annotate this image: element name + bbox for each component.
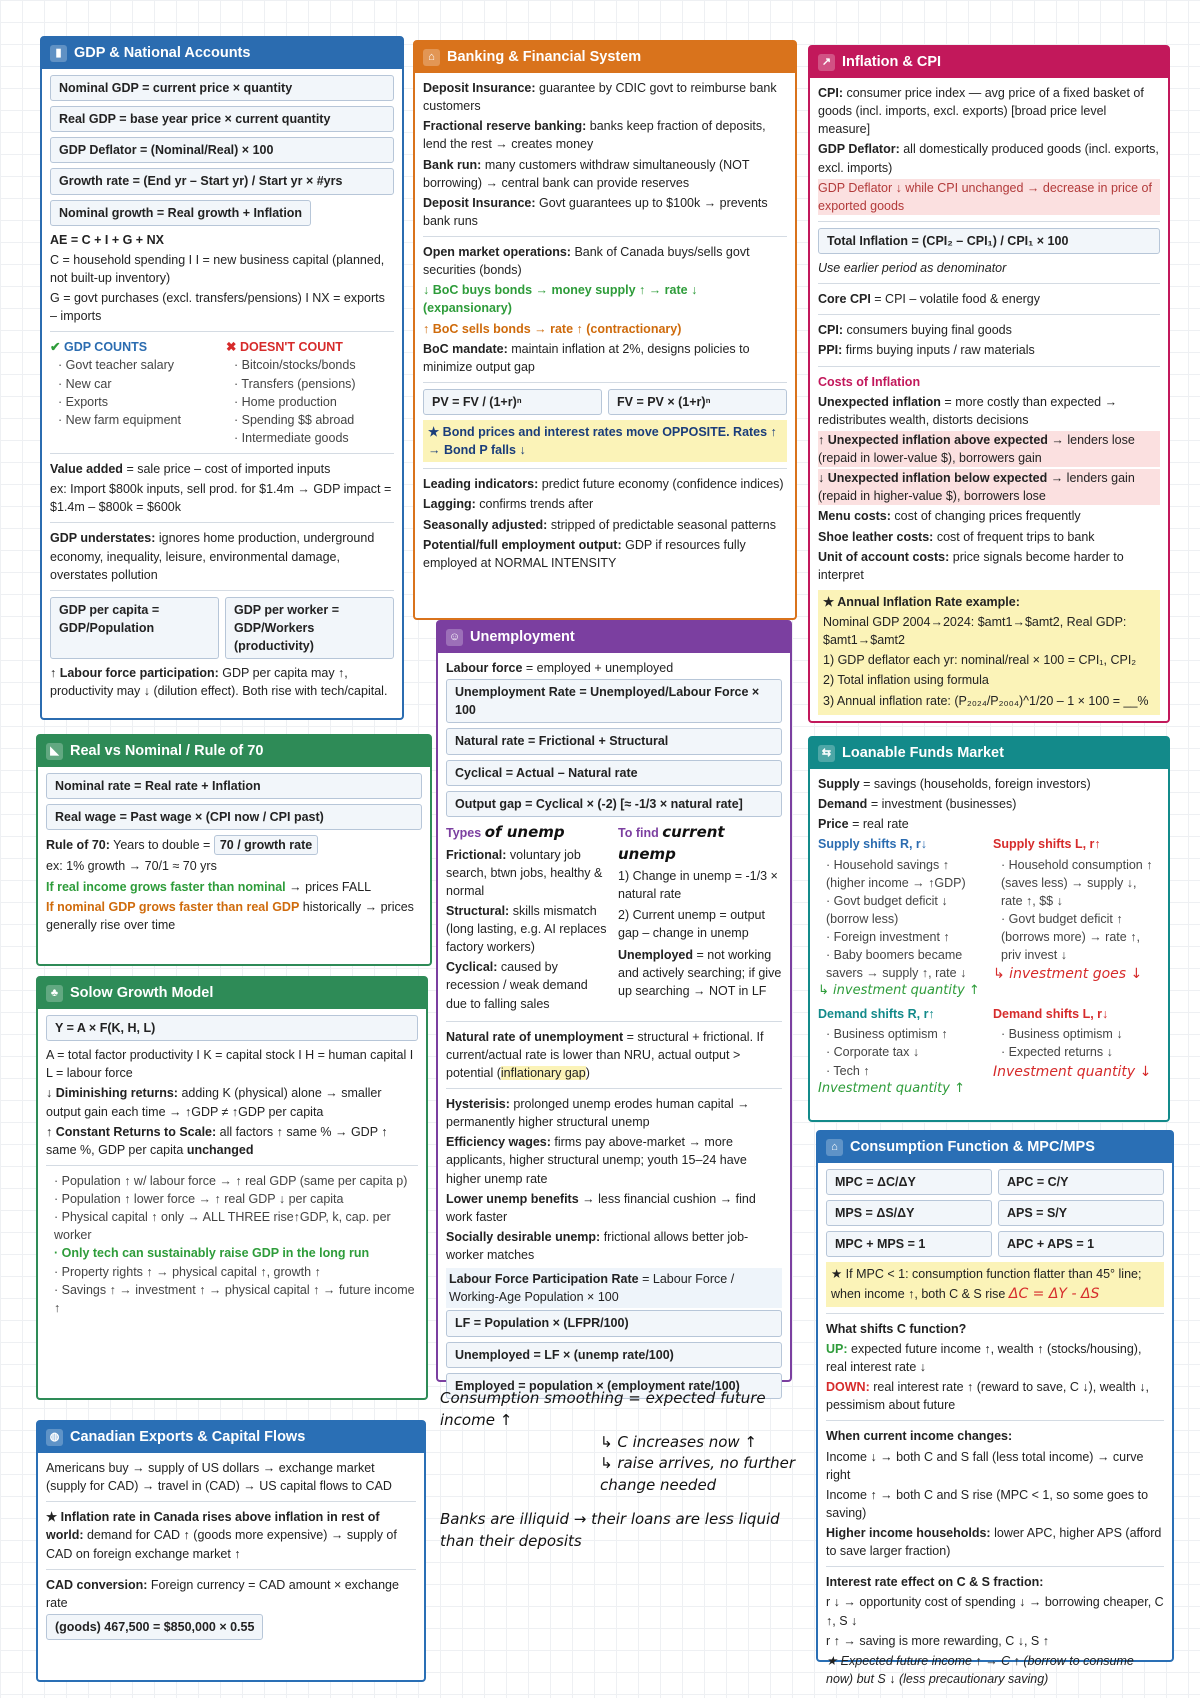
unemployment-rate-formula: Unemployment Rate = Unemployed/Labour Force × 100 (446, 679, 782, 723)
real-nominal-header (38, 736, 430, 767)
rate-rises: r ↑ → saving is more rewarding, C ↓, S ↑ (826, 1633, 1049, 1648)
mps-formula: MPS = ΔS/ΔY (826, 1200, 992, 1226)
demand-right-handwritten: Investment quantity ↑ (818, 1080, 965, 1096)
loanable-funds-header (810, 738, 1168, 769)
bank-icon: ⌂ (423, 49, 440, 66)
fv-formula: FV = PV × (1+r)ⁿ (608, 389, 787, 415)
real-nominal-title: Real vs Nominal / Rule of 70 (70, 743, 264, 759)
gdp-header (42, 38, 402, 69)
price-def: Price = real rate (818, 817, 909, 832)
globe-icon: ◍ (46, 1429, 63, 1446)
frictional: Frictional: voluntary job search, btwn jobs, healthy & normal (446, 847, 603, 898)
interest-rate-effect: Interest rate effect on C & S fraction: (826, 1575, 1044, 1590)
natural-rate-of-unemployment: Natural rate of unemployment = structural + frictional. If current/actual rate is lower than NRU, actual output > potential (inflationary gap) (446, 1029, 764, 1080)
supply-shifts (818, 835, 1160, 1001)
unemployed-def: Unemployed = not working and actively searching; if give up searching → NOT in LF (618, 947, 782, 999)
demand-shifts-right-title: Demand shifts R, r↑ (818, 1007, 935, 1022)
demand-shifts (818, 1005, 1160, 1098)
solow-definitions: A = total factor productivity I K = capital stock I H = human capital I L = labour force (46, 1048, 414, 1081)
handwritten-notes (440, 1388, 800, 1550)
handshake-icon: ⇆ (818, 745, 835, 762)
worker-icon: ☺ (446, 629, 463, 646)
solow-bullet-tech: · Only tech can sustainably raise GDP in the long run (54, 1244, 418, 1262)
when-income-changes: When current income changes: (826, 1429, 1013, 1444)
higher-income-households: Higher income households: lower APC, higher APS (afford to save larger fraction) (826, 1526, 1162, 1559)
counts-item: · Exports (58, 393, 218, 411)
ppi-firms: PPI: firms buying inputs / raw materials (818, 343, 1035, 358)
gdp-per-worker-formula: GDP per worker = GDP/Workers (productivity) (225, 597, 394, 659)
apc-aps-formula: APC + APS = 1 (998, 1231, 1164, 1257)
labour-force-participation: ↑ Labour force participation: GDP per capita may ↑, productivity may ↓ (dilution effect). Both rise with tech/capital. (50, 666, 388, 699)
use-earlier-period: Use earlier period as denominator (818, 261, 1007, 276)
employed-formula: Employed = population × (employment rate/100) (446, 1373, 782, 1399)
value-added: Value added = sale price – cost of imported inputs (50, 462, 331, 477)
ae-g-line: G = govt purchases (excl. transfers/pensions) I NX = exports – imports (50, 291, 385, 324)
loanable-funds-title: Loanable Funds Market (842, 745, 1004, 761)
nocount-item: · Transfers (pensions) (234, 375, 394, 393)
unemp-types-section (446, 822, 782, 1015)
trend-up-icon: ↗ (818, 54, 835, 71)
nominal-rate-formula: Nominal rate = Real rate + Inflation (46, 773, 422, 799)
real-wage-formula: Real wage = Past wage × (CPI now / CPI past) (46, 804, 422, 830)
americans-buy: Americans buy → supply of US dollars → exchange market (supply for CAD) → travel in (CAD) → US capital flows to CAD (46, 1461, 392, 1494)
solow-bullet: · Property rights ↑ → physical capital ↑, growth ↑ (54, 1263, 418, 1281)
handwritten-banks-illiquid: Banks are illiquid → their loans are less liquid than their deposits (440, 1509, 780, 1550)
diminishing-returns: ↓ Diminishing returns: adding K (physical) alone → smaller output gain each time → ↑GDP ≠ ↑GDP per capita (46, 1086, 382, 1119)
inflation-canada: ★ Inflation rate in Canada rises above inflation in rest of world: demand for CAD ↑ (goods more expensive) → supply of CAD on foreign exchange market ↑ (46, 1510, 397, 1561)
efficiency-wages: Efficiency wages: firms pay above-market → more applicants, higher structural unemp; youth 15–24 have higher unemp rate (446, 1135, 747, 1186)
boc-buys-bonds: ↓ BoC buys bonds → money supply ↑ → rate ↓ (expansionary) (423, 283, 698, 316)
demand-right-item: · Corporate tax ↓ (826, 1043, 985, 1061)
cyclical: Cyclical: caused by recession / weak demand due to falling sales (446, 960, 588, 1011)
to-find-step-2: 2) Current unemp = output gap – change in unemp (618, 907, 765, 940)
consumption-panel (816, 1130, 1174, 1686)
gdp-deflator-definition: GDP Deflator: all domestically produced goods (incl. exports, excl. imports) (818, 142, 1159, 175)
handwritten-raise-arrives: ↳ raise arrives, no further change needed (600, 1454, 796, 1494)
menu-costs: Menu costs: cost of changing prices frequently (818, 509, 1081, 524)
potential-output: Potential/full employment output: GDP if resources fully employed at NORMAL INTENSITY (423, 537, 746, 570)
banking-panel (413, 40, 797, 620)
cad-conversion: CAD conversion: Foreign currency = CAD amount × exchange rate (46, 1577, 399, 1610)
supply-right-item: · Household savings ↑ (higher income → ↑GDP) (826, 856, 985, 892)
aps-formula: APS = S/Y (998, 1200, 1164, 1226)
banking-title: Banking & Financial System (447, 49, 642, 65)
mpc-note: ★ If MPC < 1: consumption function flatter than 45° line; when income ↑, both C & S rise ΔC = ΔY - ΔS (826, 1262, 1164, 1306)
banking-header (415, 42, 795, 73)
supply-left-handwritten: ↳ investment goes ↓ (993, 966, 1143, 983)
costs-of-inflation-title: Costs of Inflation (818, 374, 921, 389)
hysterisis: Hysterisis: prolonged unemp erodes human capital → permanently higher structural unemp (446, 1097, 750, 1130)
fractional-reserve: Fractional reserve banking: banks keep fraction of deposits, lend the rest → creates money (423, 119, 766, 152)
supply-shifts-left-title: Supply shifts L, r↑ (993, 837, 1101, 852)
shift-up: UP: expected future income ↑, wealth ↑ (stocks/housing), real interest rate ↓ (826, 1341, 1142, 1375)
inflation-header (810, 47, 1168, 78)
counts-item: · New farm equipment (58, 411, 218, 429)
ae-formula: AE = C + I + G + NX (50, 232, 164, 247)
canadian-exports-header (38, 1422, 424, 1453)
supply-right-item: · Govt budget deficit ↓ (borrow less) (826, 892, 985, 928)
solow-title: Solow Growth Model (70, 985, 214, 1001)
cpi-consumers: CPI: consumers buying final goods (818, 323, 1012, 338)
supply-right-handwritten: ↳ investment quantity ↑ (818, 983, 980, 999)
seasonally-adjusted: Seasonally adjusted: stripped of predictable seasonal patterns (423, 517, 776, 532)
gdp-title: GDP & National Accounts (74, 45, 251, 61)
inflation-panel (808, 45, 1170, 723)
value-added-example: ex: Import $800k inputs, sell prod. for $1.4m → GDP impact = $1.4m – $800k = $600k (50, 482, 392, 515)
cross-icon: ✖ (226, 340, 237, 355)
gdp-deflator-formula: GDP Deflator = (Nominal/Real) × 100 (50, 137, 394, 163)
open-market-operations: Open market operations: Bank of Canada buys/sells govt securities (bonds) (423, 245, 750, 278)
nocount-item: · Bitcoin/stocks/bonds (234, 356, 394, 374)
deposit-insurance-1: Deposit Insurance: guarantee by CDIC govt to reimburse bank customers (423, 81, 777, 114)
unit-of-account-costs: Unit of account costs: price signals become harder to interpret (818, 549, 1124, 582)
mpc-mps-formula: MPC + MPS = 1 (826, 1231, 992, 1257)
constant-returns: ↑ Constant Returns to Scale: all factors ↑ same % → GDP ↑ same %, GDP per capita unchanged (46, 1124, 388, 1157)
income-falls: Income ↓ → both C and S fall (less total income) → curve right (826, 1449, 1144, 1482)
shift-down: DOWN: real interest rate ↑ (reward to save, C ↓), wealth ↓, pessimism about future (826, 1380, 1150, 1413)
consumption-title: Consumption Function & MPC/MPS (850, 1139, 1095, 1155)
sprout-icon: ♣ (46, 985, 63, 1002)
natural-rate-formula: Natural rate = Frictional + Structural (446, 728, 782, 754)
mpc-formula: MPC = ΔC/ΔY (826, 1169, 992, 1195)
inflation-below-expected: ↓ Unexpected inflation below expected → lenders gain (repaid in higher-value $), borrowers lose (818, 469, 1160, 505)
house-icon: ⌂ (826, 1139, 843, 1156)
to-find-step-1: 1) Change in unemp = -1/3 × natural rate (618, 869, 778, 902)
rule-of-70: Rule of 70: Years to double = 70 / growth rate (46, 835, 422, 855)
supply-def: Supply = savings (households, foreign investors) (818, 777, 1091, 792)
inflation-above-expected: ↑ Unexpected inflation above expected → lenders lose (repaid in lower-value $), borrowers gain (818, 431, 1160, 467)
nominal-gdp-formula: Nominal GDP = current price × quantity (50, 75, 394, 101)
nocount-item: · Spending $$ abroad (234, 411, 394, 429)
lf-formula: LF = Population × (LFPR/100) (446, 1310, 782, 1336)
gdp-counts-section (50, 338, 394, 447)
supply-shifts-right-title: Supply shifts R, r↓ (818, 837, 928, 852)
boc-mandate: BoC mandate: maintain inflation at 2%, designs policies to minimize output gap (423, 341, 750, 374)
gdp-understates: GDP understates: ignores home production, underground economy, inequality, leisure, environmental damage, overstates pollution (50, 531, 375, 582)
handwritten-c-increases: ↳ C increases now ↑ (600, 1432, 758, 1451)
gdp-counts-title: ✔ GDP COUNTS (50, 340, 148, 355)
demand-right-item: · Tech ↑ (826, 1062, 985, 1080)
labour-force-def: Labour force = employed + unemployed (446, 661, 674, 676)
supply-right-item: · Foreign investment ↑ (826, 928, 985, 946)
counts-item: · New car (58, 375, 218, 393)
loanable-funds-panel (808, 736, 1170, 1122)
core-cpi: Core CPI = CPI – volatile food & energy (818, 292, 1041, 307)
ruler-icon: ◣ (46, 743, 63, 760)
structural: Structural: skills mismatch (long lasting, e.g. AI replaces factory workers) (446, 903, 607, 955)
to-find-title: To find current unemp (618, 822, 725, 863)
supply-left-item: · Govt budget deficit ↑ (borrows more) → rate ↑, priv invest ↓ (1001, 910, 1160, 964)
nominal-gdp-faster: If nominal GDP grows faster than real GDP historically → prices generally rise over time (46, 899, 414, 932)
lower-unemp-benefits: Lower unemp benefits → less financial cushion → find work faster (446, 1191, 756, 1224)
expected-future-income: ★ Expected future income ↑ → C ↑ (borrow to consume now) but S ↓ (less precautionary saving) (826, 1653, 1134, 1686)
unexpected-inflation: Unexpected inflation = more costly than expected → redistributes wealth, distorts decisions (818, 394, 1118, 427)
income-rises: Income ↑ → both C and S rise (MPC < 1, so some goes to saving) (826, 1487, 1149, 1520)
what-shifts-c: What shifts C function? (826, 1321, 967, 1336)
bank-run: Bank run: many customers withdraw simultaneously (NOT borrowing) → central bank can provide reserves (423, 157, 750, 190)
demand-right-item: · Business optimism ↑ (826, 1025, 985, 1043)
supply-right-item: · Baby boomers became savers → supply ↑, rate ↓ (826, 946, 985, 982)
rate-falls: r ↓ → opportunity cost of spending ↓ → borrowing cheaper, C ↑, S ↓ (826, 1595, 1164, 1628)
nominal-growth-formula: Nominal growth = Real growth + Inflation (50, 200, 311, 226)
output-gap-formula: Output gap = Cyclical × (-2) [≈ -1/3 × natural rate] (446, 791, 782, 817)
socially-desirable-unemp: Socially desirable unemp: frictional allows better job-worker matches (446, 1229, 749, 1263)
real-nominal-panel (36, 734, 432, 966)
demand-left-item: · Business optimism ↓ (1001, 1025, 1160, 1043)
demand-left-item: · Expected returns ↓ (1001, 1043, 1160, 1061)
canadian-exports-title: Canadian Exports & Capital Flows (70, 1429, 306, 1445)
deposit-insurance-2: Deposit Insurance: Govt guarantees up to $100k → prevents bank runs (423, 195, 768, 228)
check-icon: ✔ (50, 340, 61, 355)
annual-inflation-example: ★ Annual Inflation Rate example: Nominal GDP 2004→2024: $amt1→$amt2, Real GDP: $amt1→$amt2 1) GDP deflator each yr: nominal/real × 100 = CPI₁, CPI₂ 2) Total inflation using formula 3) Annual inflation rate: (P₂₀₂₄/P₂₀₀₄)^1/20 – 1 × 100 = __% (818, 590, 1160, 715)
unemployment-title: Unemployment (470, 629, 575, 645)
real-income-faster: If real income grows faster than nominal → prices FALL (46, 879, 372, 894)
supply-left-item: · Household consumption ↑ (saves less) → supply ↓, rate ↑, $$ ↓ (1001, 856, 1160, 910)
solow-bullet: · Population ↑ w/ labour force → ↑ real GDP (same per capita p) (54, 1172, 418, 1190)
inflation-title: Inflation & CPI (842, 54, 942, 70)
types-title: Types of unemp (446, 822, 565, 841)
handwritten-consumption-smoothing: Consumption smoothing = expected future income ↑ (440, 1389, 766, 1429)
shoe-leather-costs: Shoe leather costs: cost of frequent trips to bank (818, 529, 1095, 544)
pv-formula: PV = FV / (1+r)ⁿ (423, 389, 602, 415)
solow-formula: Y = A × F(K, H, L) (46, 1015, 418, 1041)
counts-item: · Govt teacher salary (58, 356, 218, 374)
real-gdp-formula: Real GDP = base year price × current quantity (50, 106, 394, 132)
gdp-per-capita-formula: GDP per capita = GDP/Population (50, 597, 219, 659)
ae-c-line: C = household spending I I = new business capital (planned, not built-up inventory) (50, 252, 385, 285)
rule-of-70-example: ex: 1% growth → 70/1 ≈ 70 yrs (46, 859, 217, 874)
growth-rate-formula: Growth rate = (End yr – Start yr) / Start yr × #yrs (50, 168, 394, 194)
apc-formula: APC = C/Y (998, 1169, 1164, 1195)
unemployment-panel (436, 620, 792, 1393)
doesnt-count-title: ✖ DOESN'T COUNT (226, 340, 343, 355)
unemployment-header (438, 622, 790, 653)
demand-left-handwritten: Investment quantity ↓ (993, 1063, 1152, 1080)
demand-def: Demand = investment (businesses) (818, 797, 1017, 812)
nocount-item: · Home production (234, 393, 394, 411)
lagging-indicators: Lagging: confirms trends after (423, 497, 594, 512)
cpi-definition: CPI: consumer price index — avg price of a fixed basket of goods (incl. imports, excl. exports) [broad price level measure] (818, 86, 1144, 137)
bond-note: ★ Bond prices and interest rates move OPPOSITE. Rates ↑ → Bond P falls ↓ (423, 420, 787, 462)
gdp-panel (40, 36, 404, 720)
solow-panel (36, 976, 428, 1400)
cad-conversion-example: (goods) 467,500 = $850,000 × 0.55 (46, 1614, 263, 1640)
consumption-header (818, 1132, 1172, 1163)
solow-bullet: · Physical capital ↑ only → ALL THREE rise↑GDP, k, cap. per worker (54, 1208, 418, 1244)
solow-bullets (46, 1172, 418, 1317)
total-inflation-formula: Total Inflation = (CPI₂ – CPI₁) / CPI₁ × 100 (818, 228, 1160, 254)
solow-bullet: · Population ↑ lower force → ↑ real GDP ↓ per capita (54, 1190, 418, 1208)
unemployed-formula: Unemployed = LF × (unemp rate/100) (446, 1342, 782, 1368)
canadian-exports-panel (36, 1420, 426, 1682)
bar-chart-icon: ▮ (50, 45, 67, 62)
demand-shifts-left-title: Demand shifts L, r↓ (993, 1007, 1109, 1022)
cyclical-formula: Cyclical = Actual – Natural rate (446, 760, 782, 786)
lfpr-definition: Labour Force Participation Rate = Labour Force / Working-Age Population × 100 (446, 1268, 782, 1308)
boc-sells-bonds: ↑ BoC sells bonds → rate ↑ (contractionary) (423, 321, 682, 336)
solow-bullet: · Savings ↑ → investment ↑ → physical capital ↑ → future income ↑ (54, 1281, 418, 1317)
nocount-item: · Intermediate goods (234, 429, 394, 447)
leading-indicators: Leading indicators: predict future economy (confidence indices) (423, 477, 784, 492)
deflator-highlight: GDP Deflator ↓ while CPI unchanged → decrease in price of exported goods (818, 179, 1160, 215)
solow-header (38, 978, 426, 1009)
